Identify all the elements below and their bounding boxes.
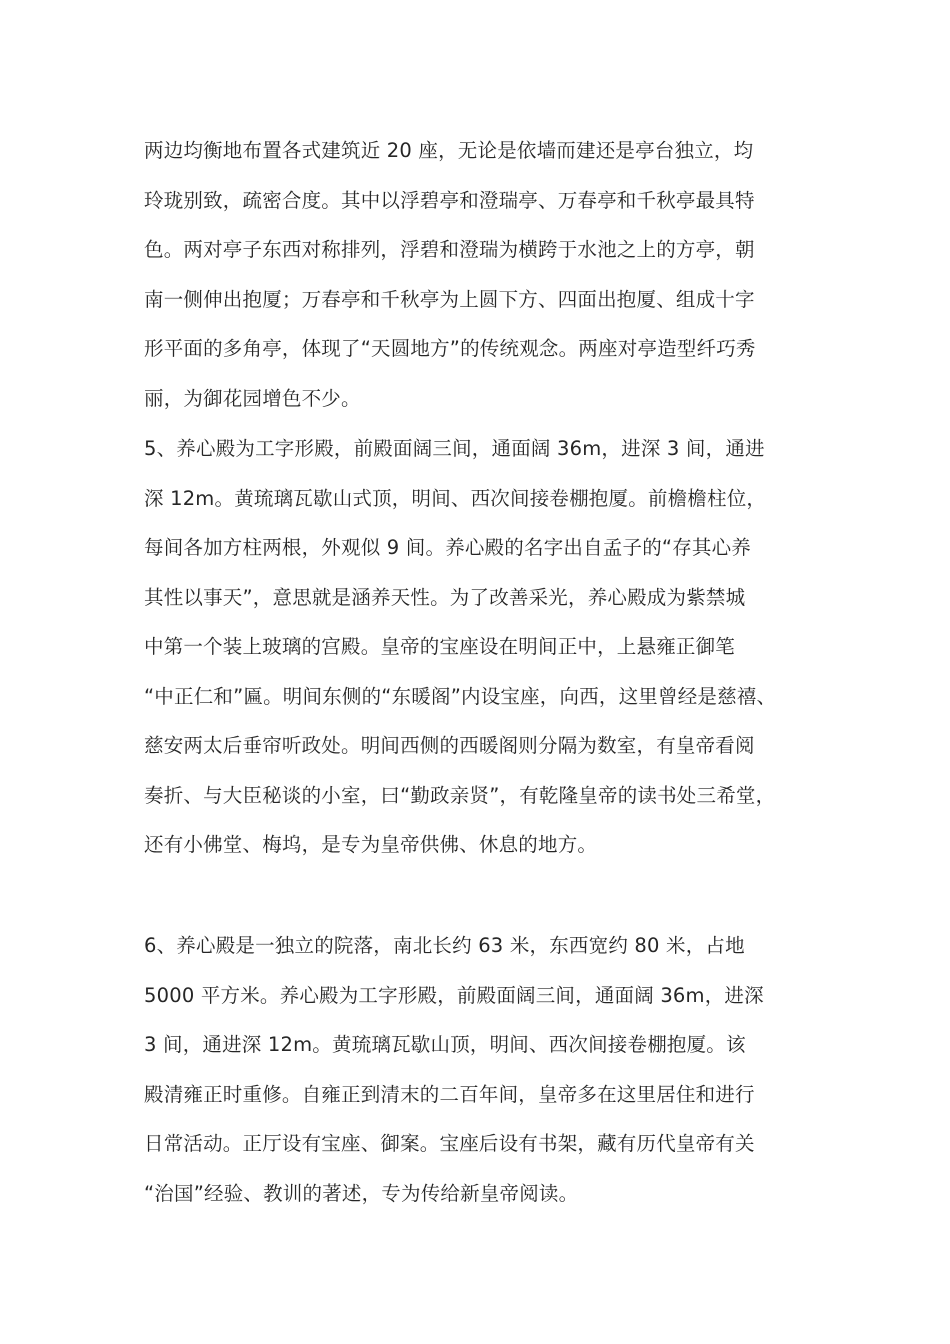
text-line: 5000 平方米。养心殿为工字形殿，前殿面阔三间，通面阔 36m，进深 — [144, 983, 764, 1007]
text-line: 玲珑别致，疏密合度。其中以浮碧亭和澄瑞亭、万春亭和千秋亭最具特 — [144, 188, 755, 212]
paragraph-imperial-garden — [144, 126, 824, 423]
text-line: 日常活动。正厅设有宝座、御案。宝座后设有书架，藏有历代皇帝有关 — [144, 1132, 755, 1155]
text-line: 每间各加方柱两根，外观似 9 间。养心殿的名字出自孟子的“存其心养 — [144, 536, 752, 559]
text-line: 丽，为御花园增色不少。 — [144, 386, 361, 410]
paragraph-item-5 — [144, 424, 824, 870]
text-line: 5、养心殿为工字形殿，前殿面阔三间，通面阔 36m，进深 3 间，通进 — [144, 437, 765, 460]
text-line: 6、养心殿是一独立的院落，南北长约 63 米，东西宽约 80 米，占地 — [144, 934, 745, 957]
text-line: 形平面的多角亭，体现了“天圆地方”的传统观念。两座对亭造型纤巧秀 — [144, 337, 756, 360]
paragraph-item-6 — [144, 921, 824, 1218]
text-line: 奏折、与大臣秘谈的小室，曰“勤政亲贤”，有乾隆皇帝的读书处三希堂， — [144, 783, 776, 807]
text-line: “治国”经验、教训的著述，专为传给新皇帝阅读。 — [144, 1181, 579, 1205]
text-line: 3 间，通进深 12m。黄琉璃瓦歇山顶，明间、西次间接卷棚抱厦。该 — [144, 1033, 746, 1056]
text-line: 其性以事天”，意思就是涵养天性。为了改善采光，养心殿成为紫禁城 — [144, 585, 746, 609]
text-line: 南一侧伸出抱厦；万春亭和千秋亭为上圆下方、四面出抱厦、组成十字 — [144, 287, 755, 311]
text-line: 慈安两太后垂帘听政处。明间西侧的西暖阁则分隔为数室，有皇帝看阅 — [144, 734, 755, 757]
text-line: 中第一个装上玻璃的宫殿。皇帝的宝座设在明间正中，上悬雍正御笔 — [144, 635, 736, 658]
text-line: 还有小佛堂、梅坞，是专为皇帝供佛、休息的地方。 — [144, 833, 598, 856]
text-line: 深 12m。黄琉璃瓦歇山式顶，明间、西次间接卷棚抱厦。前檐檐柱位， — [144, 486, 767, 510]
text-line: “中正仁和”匾。明间东侧的“东暖阁”内设宝座，向西，这里曾经是慈禧、 — [144, 684, 777, 708]
text-line: 殿清雍正时重修。自雍正到清末的二百年间，皇帝多在这里居住和进行 — [144, 1082, 755, 1106]
text-line: 色。两对亭子东西对称排列，浮碧和澄瑞为横跨于水池之上的方亭，朝 — [144, 238, 755, 261]
text-line: 两边均衡地布置各式建筑近 20 座，无论是依墙而建还是亭台独立，均 — [144, 139, 754, 162]
